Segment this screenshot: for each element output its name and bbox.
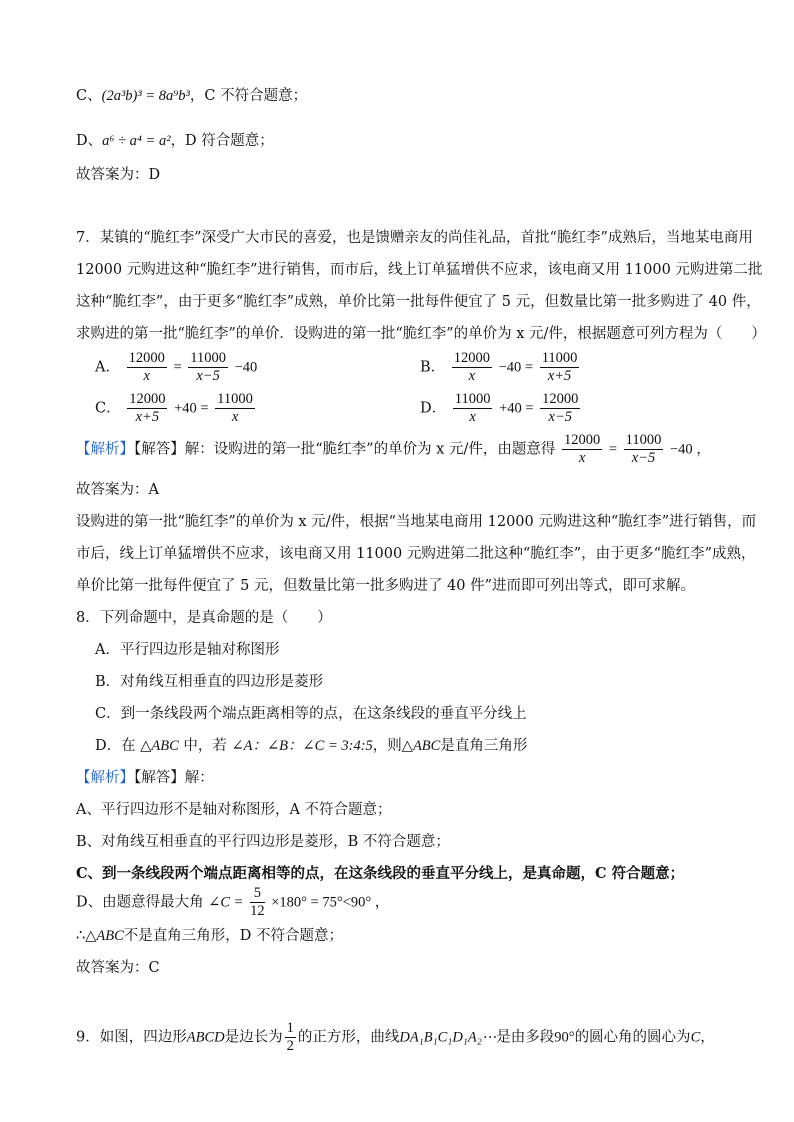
numerator: 12000: [453, 350, 491, 366]
denominator: x−5: [631, 450, 656, 466]
option-d-text: 是直角三角形: [440, 738, 528, 754]
numerator: 12000: [542, 391, 579, 407]
denominator: x−5: [196, 368, 220, 384]
fraction: [188, 350, 228, 385]
operator: −40 =: [498, 359, 534, 376]
q8-solution-therefore: [76, 926, 343, 946]
angle-ratio: ∠A：∠B：∠C = 3:4:5: [231, 738, 373, 754]
q8-answer: 故答案为：C: [76, 960, 160, 976]
denominator: x−5: [548, 409, 573, 425]
prev-answer: 故答案为：D: [76, 167, 161, 183]
option-label: A．: [95, 359, 120, 376]
fraction: [624, 432, 664, 467]
prev-option-d: [76, 131, 274, 151]
angle-label: ∠C =: [208, 894, 244, 911]
q9-text: 的圆心角的圆心为: [574, 1029, 691, 1046]
q7-stem-line-2: 12000 元购进这种“脆红李”进行销售，而市后，线上订单猛增供不应求，该电商又用 11000 元购进第二批: [76, 262, 763, 278]
operator: −40 ，: [669, 441, 711, 458]
q8-option-d: [95, 736, 527, 756]
answer-tag: 【解答】: [134, 770, 185, 786]
q8-solution-heading: [76, 768, 214, 788]
operator: =: [608, 441, 618, 458]
analysis-tag: 【解析】: [76, 441, 134, 458]
prev-option-c: [76, 86, 307, 106]
operator: −40: [234, 359, 258, 376]
fraction: [127, 350, 167, 385]
option-label: C．: [95, 400, 121, 417]
fraction: [250, 885, 265, 920]
denominator: x: [469, 409, 476, 425]
solution-text: 解：: [184, 770, 214, 786]
square-label: ABCD: [186, 1029, 225, 1046]
numerator: 12000: [563, 432, 601, 448]
q7-analysis-line-1: 设购进的第一批“脆红李”的单价为 x 元/件，根据“当地某电商用 12000 元购进这种“脆红李”进行销售，而: [76, 514, 757, 530]
q8-solution-d: [76, 885, 389, 920]
option-d-text: 中，若: [183, 738, 227, 754]
numerator: 12000: [129, 391, 166, 407]
fraction: [540, 391, 580, 426]
denominator: x+5: [547, 368, 572, 384]
option-label: B．: [420, 359, 446, 376]
denominator: 2: [286, 1038, 294, 1054]
q7-stem-line-4: 求购进的第一批“脆红李”的单价．设购进的第一批“脆红李”的单价为 x 元/件，根据题意可列方程为（ ）: [76, 326, 766, 342]
option-label: D．: [420, 400, 447, 417]
point-label: C: [690, 1029, 701, 1046]
q8-solution-c: C、到一条线段两个端点距离相等的点，在这条线段的垂直平分线上，是真命题，C 符合题意；: [76, 865, 685, 882]
fraction: [215, 391, 255, 426]
numerator: 11000: [217, 391, 253, 407]
prev-d-expr: a⁶ ÷ a⁴ = a²: [102, 133, 171, 149]
q9-text: 是边长为: [224, 1029, 283, 1046]
denominator: 12: [250, 903, 265, 919]
solution-text: 不是直角三角形，D 不符合题意；: [123, 928, 344, 944]
q8-option-a: A．平行四边形是轴对称图形: [95, 642, 280, 658]
triangle-label: △ABC: [140, 738, 179, 754]
operator: +40 =: [499, 400, 534, 417]
q8-option-c: C．到一条线段两个端点距离相等的点，在这条线段的垂直平分线上: [95, 706, 527, 722]
triangle-label: △ABC: [85, 928, 124, 944]
q9-text: 9．如图，四边形: [76, 1029, 187, 1046]
q7-stem-line-1: 7．某镇的“脆红李”深受广大市民的喜爱，也是馈赠亲友的尚佳礼品，首批“脆红李”成熟后，当地某电商用: [76, 230, 753, 246]
numerator: 11000: [625, 432, 662, 448]
prev-c-prefix: C、: [76, 88, 102, 104]
q7-solution: [76, 432, 711, 467]
angle-value: 90°: [554, 1029, 575, 1046]
q7-answer: 故答案为：A: [76, 482, 159, 498]
numerator: 1: [286, 1020, 294, 1036]
option-d-prefix: D．在: [95, 738, 136, 754]
numerator: 5: [250, 885, 265, 903]
solution-text: 解：设购进的第一批“脆红李”的单价为 x 元/件，由题意得: [184, 441, 556, 458]
numerator: 11000: [541, 350, 578, 366]
q8-option-b: B．对角线互相垂直的四边形是菱形: [95, 674, 324, 690]
q9-text: ，: [700, 1029, 715, 1046]
denominator: x: [231, 409, 239, 425]
prev-c-suffix: ，C 不符合题意；: [189, 88, 308, 104]
q7-option-a: [95, 350, 257, 385]
option-d-text: ，则: [372, 738, 402, 754]
prev-d-suffix: ，D 符合题意；: [170, 133, 274, 149]
q7-option-d: [420, 391, 582, 426]
q7-stem-line-3: 这种“脆红李”，由于更多“脆红李”成熟，单价比第一批每件便宜了 5 元，但数量比第一批多购进了 40 件，: [76, 294, 761, 310]
q7-option-c: [95, 391, 257, 426]
solution-d-text: D、由题意得最大角: [76, 894, 204, 911]
numerator: 11000: [190, 350, 226, 366]
expression: ×180° = 75°<90° ，: [271, 894, 390, 911]
prev-d-prefix: D、: [76, 133, 103, 149]
curve-label: DA₁B₁C₁D₁A₂⋯: [399, 1029, 497, 1046]
fraction: [453, 391, 493, 426]
fraction: [127, 391, 167, 426]
q9-text: 的正方形，曲线: [297, 1029, 400, 1046]
q8-stem: 8．下列命题中，是真命题的是（ ）: [76, 610, 332, 626]
fraction: [540, 350, 580, 385]
q7-analysis-line-2: 市后，线上订单猛增供不应求，该电商又用 11000 元购进第二批这种“脆红李”，由于更多“脆红李”成熟，: [76, 546, 756, 562]
numerator: 12000: [128, 350, 165, 366]
numerator: 11000: [454, 391, 491, 407]
denominator: x: [143, 368, 150, 384]
denominator: x+5: [135, 409, 160, 425]
operator: +40 =: [174, 400, 209, 417]
triangle-label: △ABC: [401, 738, 441, 754]
q7-analysis-line-3: 单价比第一批每件便宜了 5 元，但数量比第一批多购进了 40 件”进而即可列出等式，即可求解。: [76, 578, 696, 594]
q9-stem: [76, 1020, 715, 1055]
fraction: [285, 1020, 296, 1055]
operator: =: [173, 359, 182, 376]
q8-solution-a: A、平行四边形不是轴对称图形，A 不符合题意；: [76, 802, 392, 818]
q8-solution-b: B、对角线互相垂直的平行四边形是菱形，B 不符合题意；: [76, 834, 450, 850]
therefore-symbol: ∴: [76, 928, 86, 944]
q7-option-b: [420, 350, 581, 385]
fraction: [562, 432, 602, 467]
denominator: x: [468, 368, 476, 384]
q9-text: 是由多段: [496, 1029, 555, 1046]
denominator: x: [578, 450, 586, 466]
prev-c-expr: (2a³b)³ = 8a⁹b³: [101, 88, 190, 104]
answer-tag: 【解答】: [134, 441, 185, 458]
fraction: [452, 350, 492, 385]
analysis-tag: 【解析】: [76, 770, 134, 786]
